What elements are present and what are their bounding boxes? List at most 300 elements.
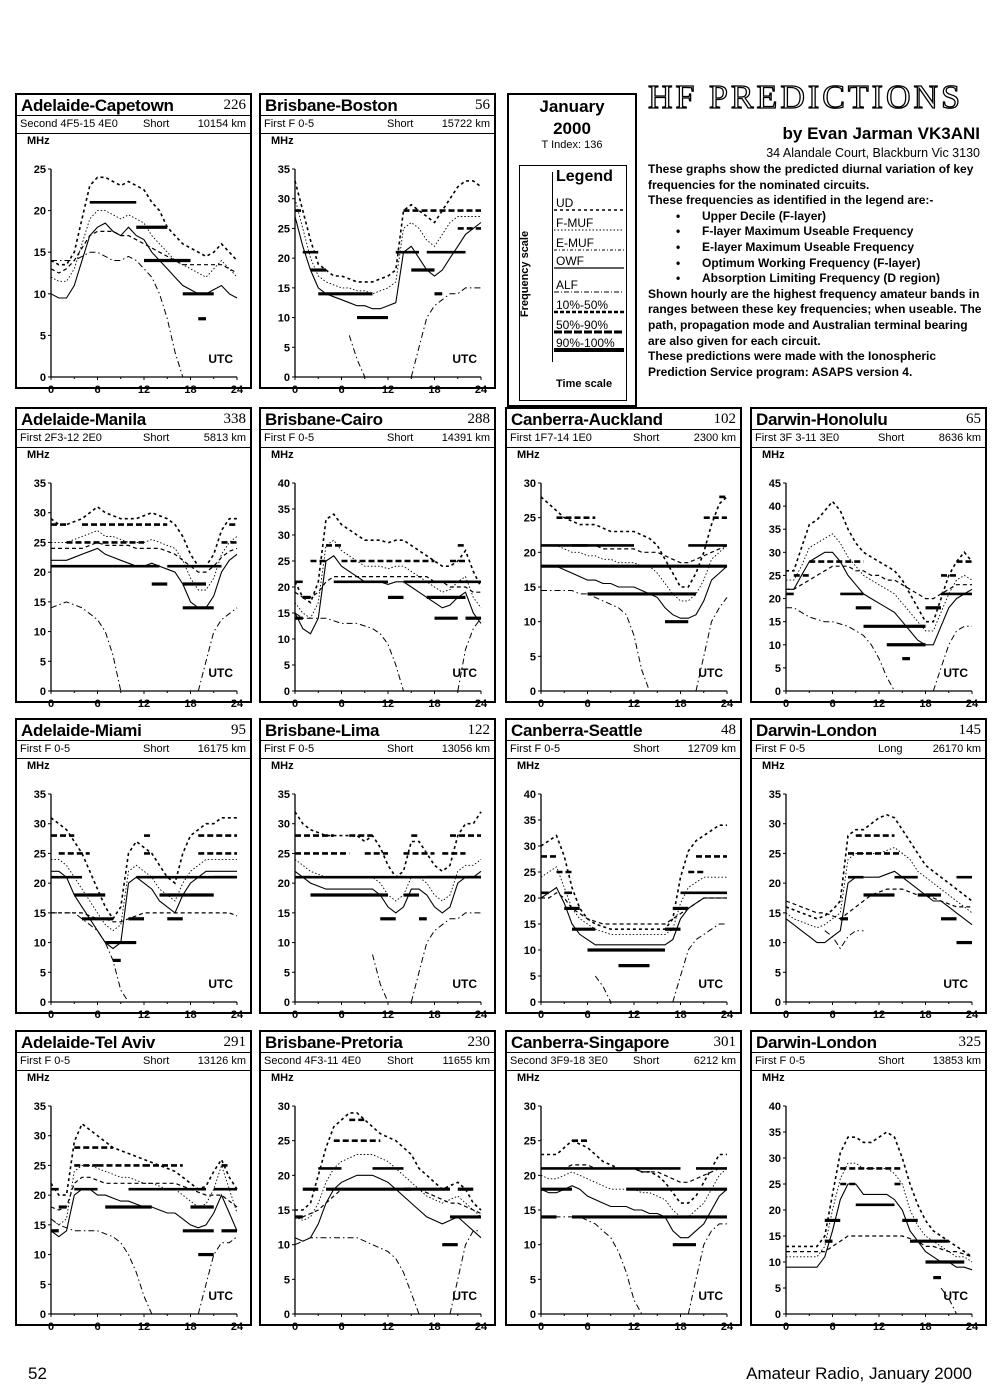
y-tick-label: 20 [523,547,536,560]
x-tick-label: 6 [829,1009,836,1021]
x-tick-label: 12 [137,698,151,710]
mhz-label: MHz [27,449,50,461]
propagation-mode: First F 0-5 [20,743,71,755]
chart-axes [786,794,972,1002]
utc-label: UTC [943,1289,968,1303]
x-tick-label: 0 [537,1009,545,1021]
series-muf [295,540,481,618]
mhz-label: MHz [762,760,785,772]
x-tick-label: 6 [584,698,591,710]
frequency-chart [17,409,250,710]
y-tick-label: 5 [774,662,781,675]
utc-label: UTC [208,666,233,680]
chart-axes [295,169,481,377]
x-tick-label: 0 [782,1009,790,1021]
bearing: 145 [958,722,981,738]
author-line: by Evan Jarman VK3ANI [782,124,980,143]
y-tick-label: 20 [33,205,46,218]
x-tick-label: 18 [919,1321,932,1333]
x-tick-label: 6 [829,1321,836,1333]
legend-time-scale: Time scale [556,378,613,390]
x-tick-label: 18 [674,1009,687,1021]
utc-label: UTC [208,977,233,991]
y-tick-label: 15 [768,907,781,920]
x-tick-label: 6 [338,698,345,710]
circuit-title: Brisbane-Cairo [265,410,383,429]
y-tick-label: 25 [523,512,536,525]
utc-label: UTC [452,666,477,680]
y-tick-label: 5 [774,1283,781,1295]
x-tick-label: 12 [627,1321,641,1333]
series-owf [786,871,972,942]
path-type: Short [387,1055,414,1067]
distance: 6212 km [693,1055,736,1067]
series-ud [51,818,237,919]
propagation-mode: First F 0-5 [264,432,315,444]
x-tick-label: 18 [428,384,441,396]
propagation-mode: First F 0-5 [264,743,315,755]
x-tick-label: 18 [184,1321,197,1333]
y-tick-label: 40 [768,1101,781,1113]
legend-e-muf: E-MUF [556,236,594,250]
x-tick-label: 6 [584,1321,591,1333]
utc-label: UTC [698,666,723,680]
prediction-panel [15,718,252,1021]
circuit-title: Canberra-Seattle [511,721,643,740]
y-tick-label: 5 [283,1274,290,1287]
y-tick-label: 20 [277,878,290,891]
series-ud [541,1141,727,1203]
y-tick-label: 5 [283,342,290,355]
y-tick-label: 35 [277,789,290,801]
y-tick-label: 35 [768,1127,781,1139]
x-tick-label: 0 [47,698,55,710]
month-label: January [539,97,605,116]
y-tick-label: 10 [523,616,536,629]
series-muf [51,1165,237,1225]
legend [519,165,627,401]
path-type: Short [387,743,414,755]
frequency-chart [752,1032,985,1333]
series-alf [825,931,864,949]
series-muf [295,199,481,294]
y-tick-label: 5 [283,967,290,980]
series-owf [786,1184,972,1270]
x-tick-label: 18 [184,384,197,396]
series-alf [51,913,129,1002]
author-address: 34 Alandale Court, Blackburn Vic 3130 [766,146,980,160]
x-tick-label: 18 [428,698,441,710]
x-tick-label: 6 [94,384,101,396]
y-tick-label: 20 [277,253,290,266]
x-tick-label: 12 [872,1009,886,1021]
x-tick-label: 12 [137,1321,151,1333]
series-ud [295,181,481,282]
path-type: Short [143,1055,170,1067]
y-tick-label: 5 [283,660,290,672]
body-paragraph-1: Shown hourly are the highest frequency amateur bands in ranges between these key frequencies; when useable. The path, propagation mode and Australian terminal bearing are also given for each circuit. [648,286,982,348]
mhz-label: MHz [517,1072,540,1084]
bearing: 288 [467,411,490,427]
x-tick-label: 12 [381,1321,395,1333]
frequency-chart [752,409,985,710]
y-tick-label: 5 [39,1279,46,1292]
utc-label: UTC [452,1289,477,1303]
utc-label: UTC [698,1289,723,1303]
x-tick-label: 12 [381,698,395,710]
y-tick-label: 25 [523,867,536,879]
prediction-panel [259,93,496,396]
y-tick-label: 20 [277,1170,290,1183]
x-tick-label: 18 [184,698,197,710]
y-tick-label: 25 [33,537,46,550]
y-tick-label: 0 [774,1309,781,1321]
bearing: 95 [231,722,246,738]
bearing: 301 [713,1034,736,1050]
y-tick-label: 30 [768,547,781,560]
frequency-chart [261,1032,494,1333]
bearing: 65 [966,411,981,427]
series-ud [51,507,237,566]
series-owf [541,566,727,618]
intro-line-2: These frequencies as identified in the legend are:- [648,193,934,208]
y-tick-label: 10 [33,288,46,301]
y-tick-label: 15 [768,616,781,629]
list-item: • F-layer Maximum Useable Frequency [702,224,984,240]
x-tick-label: 24 [474,384,488,396]
x-tick-label: 24 [230,384,244,396]
y-tick-label: 0 [283,1309,290,1321]
series-owf [295,556,481,634]
bearing: 56 [475,97,490,113]
path-type: Short [633,432,660,444]
mhz-label: MHz [271,449,294,461]
x-tick-label: 0 [291,1321,299,1333]
y-tick-label: 35 [277,164,290,176]
y-tick-label: 10 [33,937,46,950]
distance: 11655 km [442,1055,490,1067]
legend-f-muf: F-MUF [556,216,594,230]
circuit-title: Darwin-Honolulu [756,410,888,429]
bearing: 230 [467,1034,490,1050]
path-type: Short [633,1055,660,1067]
x-tick-label: 18 [428,1321,441,1333]
y-tick-label: 25 [768,848,781,861]
circuit-title: Adelaide-Miami [21,721,142,740]
propagation-mode: First 1F7-14 1E0 [510,432,592,444]
y-tick-label: 15 [523,1205,536,1217]
page-number: 52 [28,1364,47,1383]
x-tick-label: 6 [338,1321,345,1333]
y-tick-label: 25 [277,556,290,568]
x-tick-label: 6 [829,698,836,710]
x-tick-label: 6 [338,1009,345,1021]
y-tick-label: 10 [768,1257,781,1269]
path-type: Short [143,743,170,755]
propagation-mode: First F 0-5 [510,743,561,755]
legend-10-50: 10%-50% [556,298,609,312]
propagation-mode: Second 3F9-18 3E0 [510,1055,608,1067]
circuit-title: Adelaide-Capetown [21,96,174,115]
y-tick-label: 5 [774,967,781,980]
y-tick-label: 35 [768,789,781,801]
x-tick-label: 6 [94,1321,101,1333]
t-index-label: T Index: 136 [541,139,603,151]
series-alf [51,252,183,377]
prediction-panel [259,407,496,710]
x-tick-label: 18 [919,698,932,710]
legend-frequency-scale: Frequency scale [519,230,532,318]
propagation-mode: First F 0-5 [755,1055,806,1067]
x-tick-label: 0 [47,384,55,396]
utc-label: UTC [452,352,477,366]
x-tick-label: 0 [291,1009,299,1021]
chart-axes [51,794,237,1002]
mhz-label: MHz [27,1072,50,1084]
legend-title: Legend [556,168,613,185]
circuit-title: Adelaide-Manila [21,410,146,429]
y-tick-label: 30 [277,530,290,542]
y-tick-label: 30 [277,818,290,831]
y-tick-label: 0 [529,686,536,698]
x-tick-label: 6 [338,384,345,396]
y-tick-label: 25 [277,848,290,861]
y-tick-label: 25 [33,848,46,861]
y-tick-label: 20 [768,593,781,606]
y-tick-label: 0 [774,997,781,1009]
y-tick-label: 30 [33,507,46,520]
y-tick-label: 20 [523,893,536,905]
series-owf [51,548,237,607]
list-item: • Absorption Limiting Frequency (D region) [702,271,984,287]
y-tick-label: 10 [277,312,290,325]
series-emuf [51,231,237,273]
propagation-mode: Second 4F5-15 4E0 [20,118,118,130]
month-legend-box [507,93,637,407]
propagation-mode: First F 0-5 [755,743,806,755]
y-tick-label: 20 [33,567,46,580]
mhz-label: MHz [27,760,50,772]
y-tick-label: 0 [283,686,290,698]
x-tick-label: 18 [674,698,687,710]
y-tick-label: 0 [283,372,290,384]
circuit-title: Darwin-London [756,1033,877,1052]
y-tick-label: 15 [768,1231,781,1243]
series-ud [541,497,727,587]
y-tick-label: 20 [33,878,46,891]
x-tick-label: 0 [291,384,299,396]
y-tick-label: 35 [523,815,536,827]
x-tick-label: 6 [584,1009,591,1021]
y-tick-label: 15 [277,282,290,295]
y-tick-label: 20 [768,878,781,891]
series-ud [51,1124,237,1195]
y-tick-label: 15 [523,582,536,594]
propagation-mode: First 3F 3-11 3E0 [755,432,840,444]
frequency-chart [261,95,494,396]
y-tick-label: 30 [33,818,46,831]
x-tick-label: 0 [291,698,299,710]
x-tick-label: 0 [782,1321,790,1333]
frequency-chart [507,720,740,1021]
prediction-panel [15,93,252,396]
legend-90-100: 90%-100% [556,336,615,350]
bearing: 226 [223,97,246,113]
y-tick-label: 20 [277,582,290,594]
list-item: • Optimum Working Frequency (F-layer) [702,256,984,272]
list-item: • E-layer Maximum Useable Frequency [702,240,984,256]
legend-50-90: 50%-90% [556,318,609,332]
y-tick-label: 0 [39,686,46,698]
y-tick-label: 20 [33,1190,46,1203]
prediction-panel [505,718,742,1021]
x-tick-label: 24 [230,698,244,710]
x-tick-label: 24 [965,1009,979,1021]
x-tick-label: 0 [47,1321,55,1333]
mhz-label: MHz [517,760,540,772]
distance: 5813 km [203,432,246,444]
y-tick-label: 25 [768,1179,781,1191]
utc-label: UTC [208,1289,233,1303]
y-tick-label: 10 [33,1249,46,1262]
frequency-list [648,209,984,287]
distance: 13853 km [932,1055,981,1067]
x-tick-label: 0 [537,1321,545,1333]
prediction-panel [750,718,987,1021]
series-owf [541,1186,727,1238]
y-tick-label: 30 [523,841,536,853]
y-tick-label: 5 [39,967,46,980]
x-tick-label: 12 [872,698,886,710]
y-tick-label: 5 [529,971,536,983]
distance: 13126 km [197,1055,246,1067]
path-type: Short [633,743,660,755]
path-type: Short [878,1055,905,1067]
y-tick-label: 0 [529,997,536,1009]
y-tick-label: 30 [768,818,781,831]
frequency-chart [17,1032,250,1333]
y-tick-label: 15 [277,907,290,920]
series-owf [786,552,972,645]
banner-text: HF PREDICTIONS [648,79,963,116]
prediction-panel [505,407,742,710]
y-tick-label: 0 [529,1309,536,1321]
y-tick-label: 35 [33,789,46,801]
utc-label: UTC [943,977,968,991]
propagation-mode: Second 4F3-11 4E0 [264,1055,362,1067]
y-tick-label: 35 [277,504,290,516]
x-tick-label: 18 [674,1321,687,1333]
x-tick-label: 12 [627,1009,641,1021]
y-tick-label: 0 [283,997,290,1009]
series-emuf [51,542,237,572]
x-tick-label: 0 [47,1009,55,1021]
x-tick-label: 12 [872,1321,886,1333]
y-tick-label: 45 [768,478,781,490]
series-owf [541,888,727,945]
frequency-chart [17,95,250,396]
series-emuf [786,1236,972,1257]
chart-axes [541,794,727,1002]
path-type: Long [878,743,903,755]
y-tick-label: 15 [33,907,46,920]
x-tick-label: 12 [137,384,151,396]
bearing: 291 [223,1034,246,1050]
series-muf [786,534,972,631]
y-tick-label: 20 [523,1170,536,1183]
y-tick-label: 30 [33,1130,46,1143]
x-tick-label: 12 [627,698,641,710]
distance: 16175 km [197,743,246,755]
series-ud [295,514,481,602]
propagation-mode: First 2F3-12 2E0 [20,432,102,444]
series-muf [786,1163,972,1262]
distance: 26170 km [932,743,981,755]
bearing: 48 [721,722,736,738]
prediction-panel [750,407,987,710]
y-tick-label: 10 [277,937,290,950]
path-type: Short [387,118,414,130]
mhz-label: MHz [762,449,785,461]
chart-axes [51,1106,237,1314]
x-tick-label: 6 [94,1009,101,1021]
list-item: • Upper Decile (F-layer) [702,209,984,225]
y-tick-label: 5 [529,651,536,664]
y-tick-label: 20 [768,1205,781,1217]
y-tick-label: 15 [277,608,290,620]
bearing: 122 [467,722,490,738]
prediction-panel [505,1030,742,1333]
circuit-title: Darwin-London [756,721,877,740]
y-tick-label: 5 [39,656,46,669]
legend-alf: ALF [556,278,579,292]
intro-text [648,162,984,380]
y-tick-label: 30 [277,193,290,206]
y-tick-label: 30 [277,1101,290,1113]
circuit-title: Canberra-Singapore [511,1033,670,1052]
x-tick-label: 24 [230,1009,244,1021]
y-tick-label: 10 [277,1239,290,1252]
bearing: 325 [958,1034,981,1050]
y-tick-label: 30 [768,1153,781,1165]
distance: 13056 km [441,743,490,755]
circuit-title: Brisbane-Lima [265,721,380,740]
mhz-label: MHz [271,1072,294,1084]
circuit-title: Brisbane-Boston [265,96,398,115]
chart-axes [51,169,237,377]
y-tick-label: 30 [523,1101,536,1113]
y-tick-label: 25 [768,570,781,583]
mhz-label: MHz [271,135,294,147]
x-tick-label: 24 [720,1321,734,1333]
prediction-panel [259,1030,496,1333]
y-tick-label: 35 [33,1101,46,1113]
path-type: Short [878,432,905,444]
y-tick-label: 5 [529,1274,536,1287]
x-tick-label: 24 [965,698,979,710]
prediction-panel [15,1030,252,1333]
path-type: Short [143,118,170,130]
distance: 8636 km [938,432,981,444]
x-tick-label: 24 [720,1009,734,1021]
series-ud [295,812,481,877]
distance: 15722 km [441,118,490,130]
y-tick-label: 40 [523,789,536,801]
y-tick-label: 35 [768,524,781,537]
y-tick-label: 35 [33,478,46,490]
x-tick-label: 24 [720,698,734,710]
y-tick-label: 40 [768,501,781,514]
